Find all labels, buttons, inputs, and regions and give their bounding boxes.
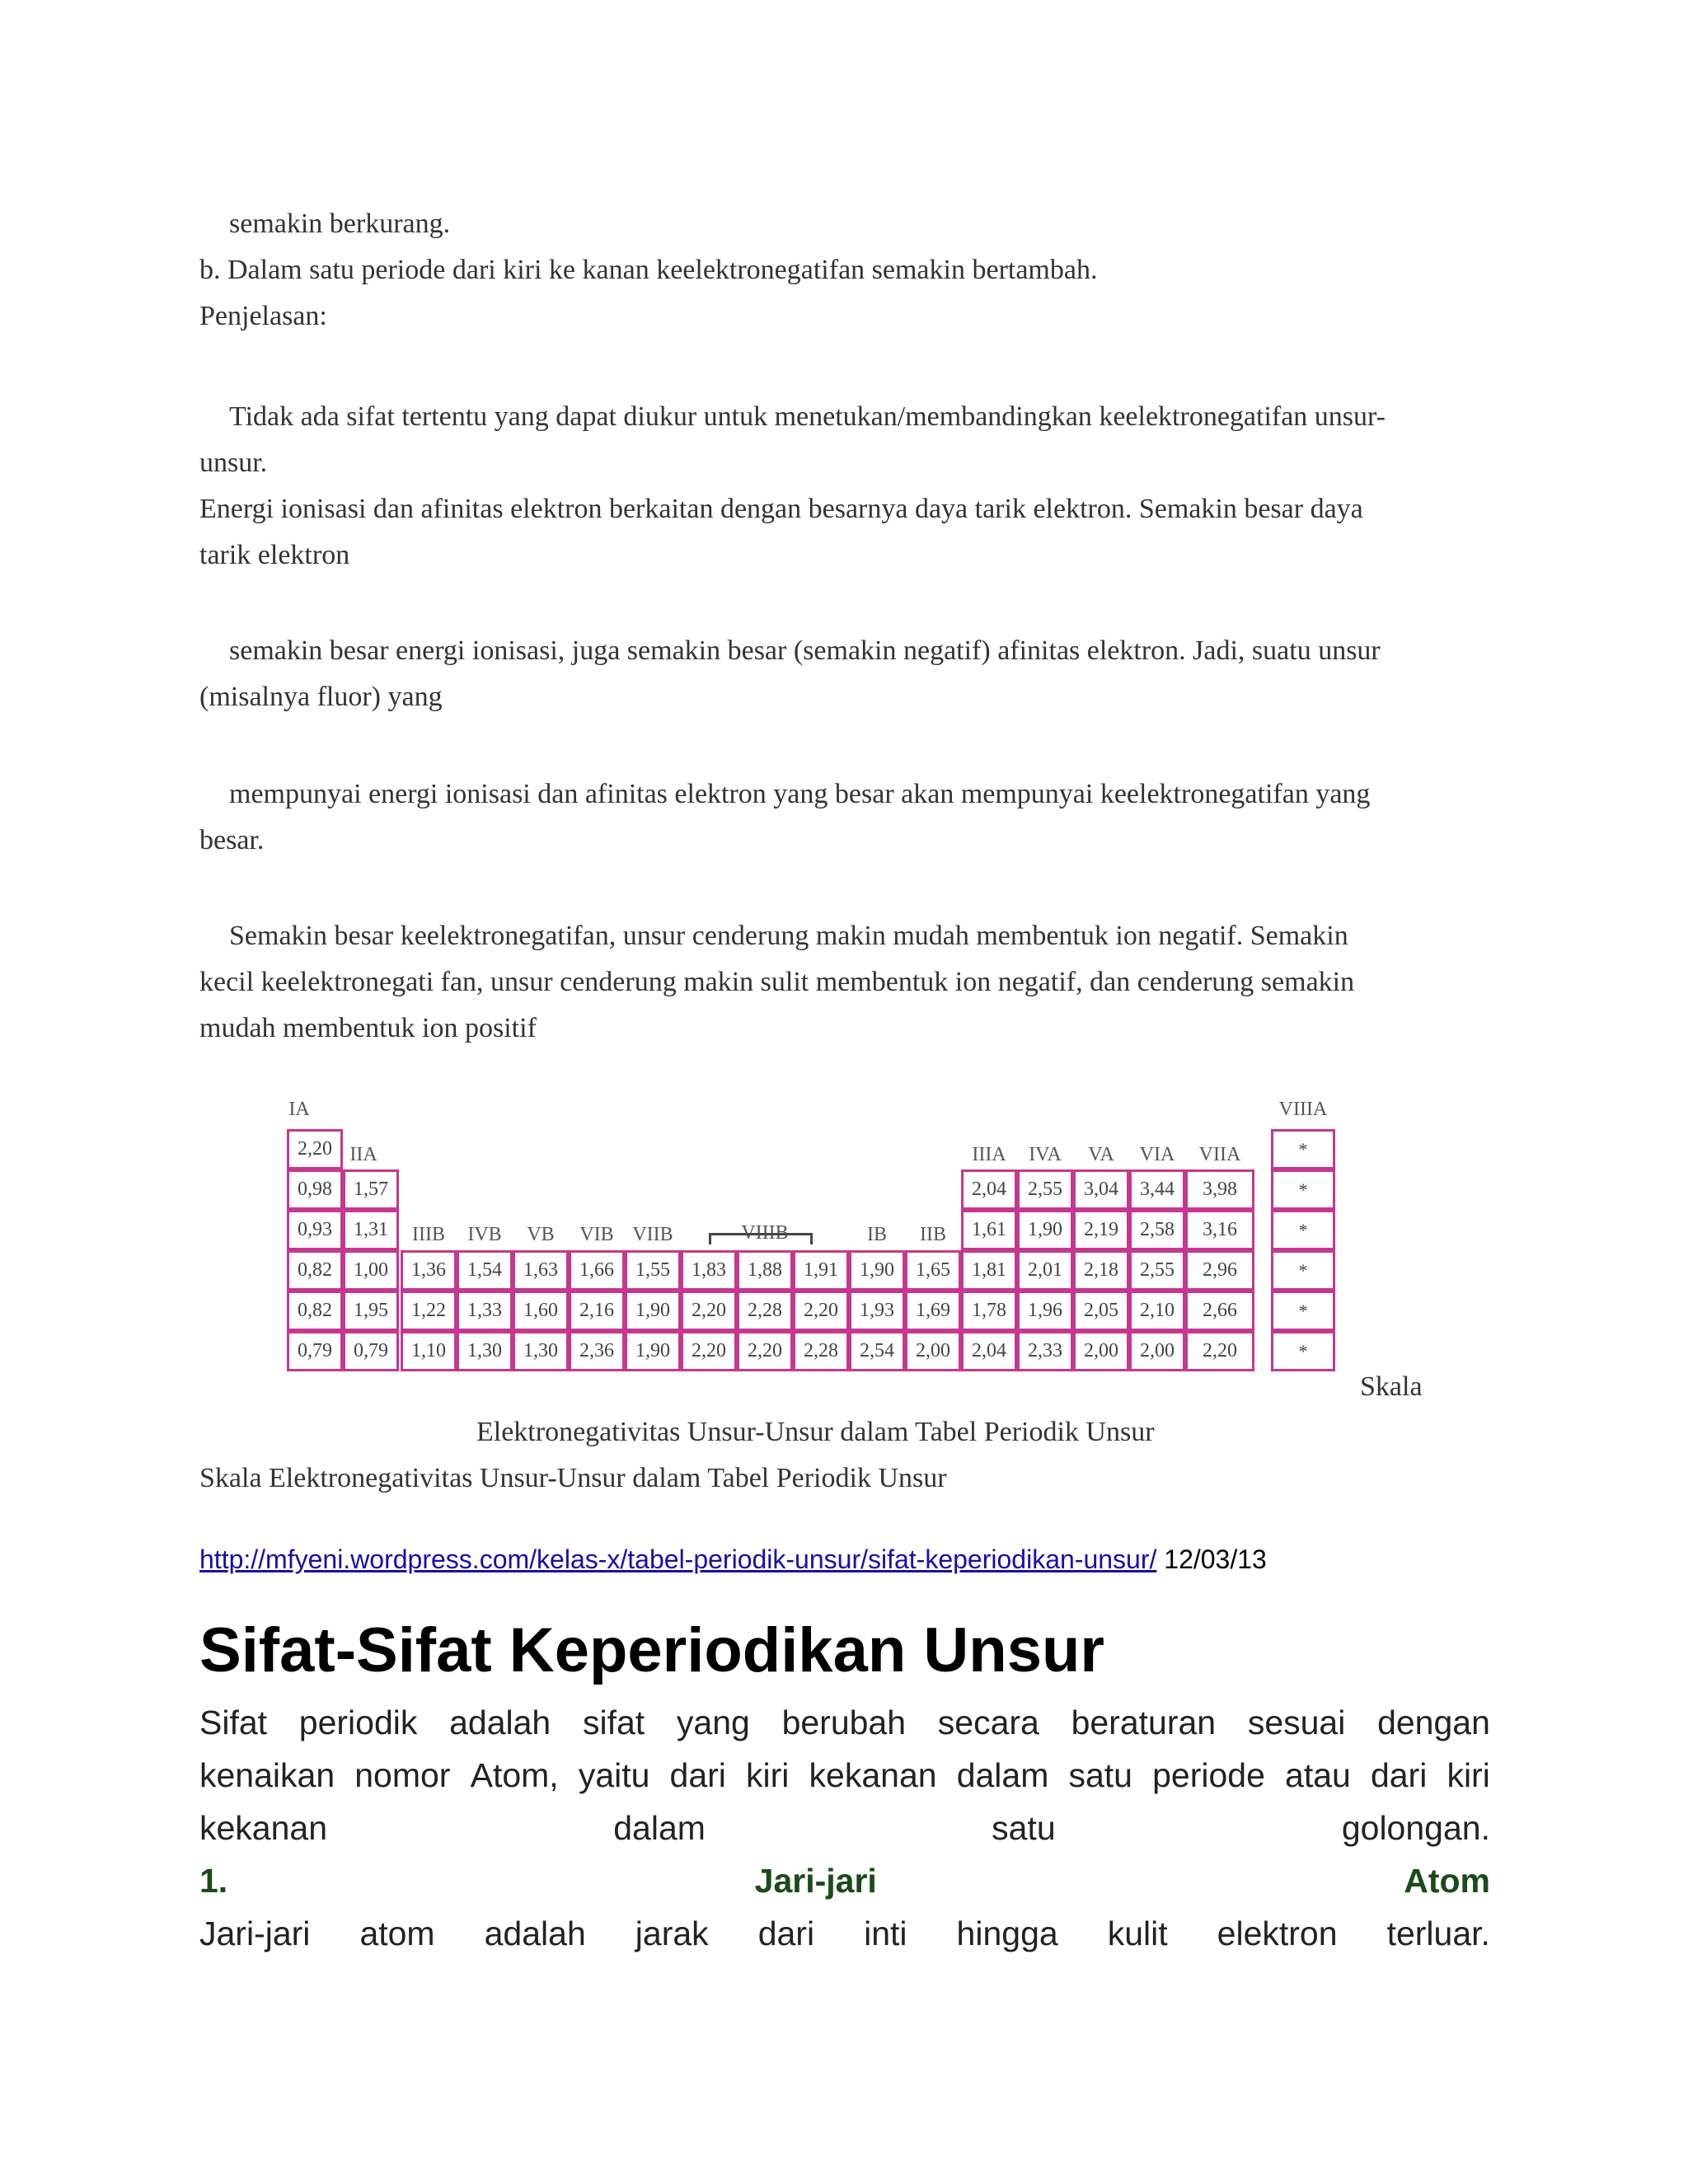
group-label-iia: IIA — [349, 1144, 377, 1165]
table-cell: 2,66 — [1185, 1291, 1254, 1331]
text-line: b. Dalam satu periode dari kiri ke kanan keelektronegatifan semakin bertambah. — [199, 255, 1098, 285]
table-cell: 1,88 — [737, 1250, 793, 1291]
text-line: Penjelasan: — [199, 301, 327, 331]
table-cell: * — [1271, 1291, 1335, 1331]
table-cell: 2,96 — [1185, 1250, 1254, 1291]
table-cell: 2,04 — [961, 1169, 1017, 1210]
word: dari — [757, 1915, 815, 1952]
word: dalam — [956, 1756, 1049, 1794]
table-cell: 1,66 — [569, 1250, 625, 1291]
table-cell: 2,04 — [961, 1331, 1017, 1371]
figure-caption: Elektronegativitas Unsur-Unsur dalam Tabel Periodik Unsur — [476, 1417, 1155, 1447]
table-cell: 1,60 — [513, 1291, 569, 1331]
word: Jari-jari — [754, 1862, 877, 1900]
table-cell: 2,20 — [1185, 1331, 1254, 1371]
table-cell: 2,20 — [681, 1331, 737, 1371]
word: dengan — [1377, 1704, 1490, 1741]
table-cell: 1,31 — [343, 1210, 399, 1250]
word: dari — [669, 1756, 726, 1794]
table-cell: 1,00 — [343, 1250, 399, 1291]
figure-caption: Skala — [1360, 1371, 1423, 1402]
word: satu — [992, 1809, 1056, 1847]
word: Atom, — [470, 1756, 559, 1794]
table-cell: 3,04 — [1073, 1169, 1129, 1210]
table-cell: 2,36 — [569, 1331, 625, 1371]
text-line: semakin besar energi ionisasi, juga semakin besar (semakin negatif) afinitas elektron. Jadi, suatu unsur — [229, 635, 1381, 666]
table-cell: 0,98 — [287, 1169, 343, 1210]
word: Jari-jari — [199, 1915, 311, 1952]
text-line: kecil keelektronegati fan, unsur cenderung makin sulit membentuk ion negatif, dan cenderung semakin — [199, 967, 1355, 997]
table-cell: 1,90 — [625, 1291, 681, 1331]
table-cell: 1,90 — [1017, 1210, 1073, 1250]
word: kiri — [1447, 1756, 1490, 1794]
table-cell: 0,93 — [287, 1210, 343, 1250]
text-line: mudah membentuk ion positif — [199, 1013, 537, 1043]
group-label-viiib: VIIIB — [741, 1222, 789, 1244]
electronegativity-table-figure — [280, 1096, 1343, 1376]
word: periodik — [298, 1704, 418, 1741]
table-cell: * — [1271, 1331, 1335, 1371]
table-cell: 3,98 — [1185, 1169, 1254, 1210]
text-line: Energi ionisasi dan afinitas elektron berkaitan dengan besarnya daya tarik elektron. Semakin besar daya — [199, 494, 1363, 524]
group-label-viib: VIIB — [632, 1224, 673, 1245]
table-cell: 1,54 — [457, 1250, 513, 1291]
article-title: Sifat-Sifat Keperiodikan Unsur — [199, 1615, 1104, 1685]
group-label-via: VIA — [1139, 1144, 1175, 1165]
table-cell: 2,20 — [737, 1331, 793, 1371]
table-cell: 2,20 — [287, 1129, 343, 1169]
word: kenaikan — [199, 1756, 335, 1794]
table-cell: 2,33 — [1017, 1331, 1073, 1371]
group-label-ia: IA — [288, 1099, 310, 1120]
intro-line-2 — [199, 1749, 1490, 1802]
word: kulit — [1107, 1915, 1168, 1952]
table-cell: 2,20 — [681, 1291, 737, 1331]
intro-line-3 — [199, 1802, 1490, 1854]
table-cell: 2,00 — [1073, 1331, 1129, 1371]
text-line: (misalnya fluor) yang — [199, 682, 443, 712]
table-cell: 1,57 — [343, 1169, 399, 1210]
table-cell: 1,63 — [513, 1250, 569, 1291]
group-label-vb: VB — [527, 1224, 555, 1245]
group-label-iva: IVA — [1029, 1144, 1062, 1165]
table-cell: 2,55 — [1017, 1169, 1073, 1210]
text-line: mempunyai energi ionisasi dan afinitas elektron yang besar akan mempunyai keelektronegatifan yang — [229, 779, 1371, 809]
table-cell: 2,28 — [737, 1291, 793, 1331]
group-label-ivb: IVB — [467, 1224, 502, 1245]
table-cell: 3,44 — [1129, 1169, 1185, 1210]
word: sifat — [582, 1704, 645, 1741]
table-cell: 1,95 — [343, 1291, 399, 1331]
word: Atom — [1404, 1862, 1490, 1900]
word: dari — [1370, 1756, 1428, 1794]
table-cell: 2,10 — [1129, 1291, 1185, 1331]
word: yaitu — [578, 1756, 650, 1794]
text-line: tarik elektron — [199, 540, 350, 570]
intro-line-1 — [199, 1696, 1490, 1749]
table-cell: 2,58 — [1129, 1210, 1185, 1250]
table-cell: 0,82 — [287, 1250, 343, 1291]
word: atom — [359, 1915, 435, 1952]
word: dalam — [613, 1809, 706, 1847]
table-cell: 1,78 — [961, 1291, 1017, 1331]
group-label-iiib: IIIB — [412, 1224, 445, 1245]
text-line: unsur. — [199, 448, 268, 478]
table-cell: 2,05 — [1073, 1291, 1129, 1331]
definition-line — [199, 1907, 1490, 1960]
text-line: Tidak ada sifat tertentu yang dapat diukur untuk menetukan/membandingkan keelektronegatifan unsur- — [229, 401, 1386, 432]
word: secara — [937, 1704, 1039, 1741]
word: Sifat — [199, 1704, 268, 1741]
group-label-iib: IIB — [920, 1224, 946, 1245]
word: berubah — [781, 1704, 907, 1741]
table-cell: * — [1271, 1250, 1335, 1291]
word: nomor — [354, 1756, 451, 1794]
word: sesuai — [1247, 1704, 1346, 1741]
group-bracket — [709, 1233, 813, 1235]
group-label-viia: VIIA — [1198, 1144, 1241, 1165]
word: elektron — [1217, 1915, 1338, 1952]
table-cell: 1,90 — [849, 1250, 905, 1291]
word: beraturan — [1071, 1704, 1217, 1741]
word: yang — [676, 1704, 750, 1741]
table-cell: 1,61 — [961, 1210, 1017, 1250]
table-cell: * — [1271, 1210, 1335, 1250]
word: terluar. — [1386, 1915, 1490, 1952]
section-heading-jari-jari-atom — [199, 1854, 1490, 1907]
table-cell: 1,33 — [457, 1291, 513, 1331]
table-cell: 1,55 — [625, 1250, 681, 1291]
word: golongan. — [1341, 1809, 1490, 1847]
text-line: besar. — [199, 825, 265, 855]
source-date: 12/03/13 — [1156, 1544, 1267, 1574]
group-label-ib: IB — [867, 1224, 887, 1245]
table-cell: 1,83 — [681, 1250, 737, 1291]
word: kekanan — [809, 1756, 937, 1794]
table-cell: 2,19 — [1073, 1210, 1129, 1250]
table-cell: 2,00 — [1129, 1331, 1185, 1371]
word: adalah — [484, 1915, 586, 1952]
table-cell: 2,54 — [849, 1331, 905, 1371]
text-line: semakin berkurang. — [229, 209, 451, 239]
word: satu — [1068, 1756, 1132, 1794]
source-link[interactable]: http://mfyeni.wordpress.com/kelas-x/tabel-periodik-unsur/sifat-keperiodikan-unsur/ — [199, 1544, 1157, 1574]
table-cell: 2,00 — [905, 1331, 961, 1371]
word: 1. — [199, 1862, 228, 1900]
table-cell: 2,20 — [793, 1291, 849, 1331]
table-cell: 0,79 — [287, 1331, 343, 1371]
table-cell: 1,81 — [961, 1250, 1017, 1291]
table-cell: 0,82 — [287, 1291, 343, 1331]
table-cell: 2,28 — [793, 1331, 849, 1371]
table-cell: 1,91 — [793, 1250, 849, 1291]
table-cell: 1,30 — [457, 1331, 513, 1371]
table-cell: 2,16 — [569, 1291, 625, 1331]
text-line: Semakin besar keelektronegatifan, unsur cenderung makin mudah membentuk ion negatif. Semakin — [229, 921, 1348, 951]
table-cell: 1,90 — [625, 1331, 681, 1371]
table-cell: 1,10 — [401, 1331, 457, 1371]
table-cell: 1,69 — [905, 1291, 961, 1331]
table-cell: 1,65 — [905, 1250, 961, 1291]
table-cell: 1,30 — [513, 1331, 569, 1371]
word: atau — [1285, 1756, 1351, 1794]
group-label-iiia: IIIA — [972, 1144, 1006, 1165]
table-cell: * — [1271, 1129, 1335, 1169]
source-reference — [199, 1544, 1267, 1575]
group-label-va: VA — [1088, 1144, 1114, 1165]
figure-caption-repeat: Skala Elektronegativitas Unsur-Unsur dalam Tabel Periodik Unsur — [199, 1463, 947, 1493]
table-cell: 1,93 — [849, 1291, 905, 1331]
table-cell: 1,22 — [401, 1291, 457, 1331]
word: adalah — [449, 1704, 551, 1741]
table-cell: 1,36 — [401, 1250, 457, 1291]
table-cell: 2,18 — [1073, 1250, 1129, 1291]
table-cell: 3,16 — [1185, 1210, 1254, 1250]
word: inti — [864, 1915, 907, 1952]
table-cell: 2,01 — [1017, 1250, 1073, 1291]
table-cell: 1,96 — [1017, 1291, 1073, 1331]
word: kekanan — [199, 1809, 328, 1847]
table-cell: 0,79 — [343, 1331, 399, 1371]
word: kiri — [746, 1756, 790, 1794]
table-cell: * — [1271, 1169, 1335, 1210]
group-label-vib: VIB — [579, 1224, 614, 1245]
group-label-viiia: VIIIA — [1278, 1099, 1328, 1120]
table-cell: 2,55 — [1129, 1250, 1185, 1291]
word: jarak — [635, 1915, 709, 1952]
word: periode — [1152, 1756, 1265, 1794]
word: hingga — [956, 1915, 1058, 1952]
